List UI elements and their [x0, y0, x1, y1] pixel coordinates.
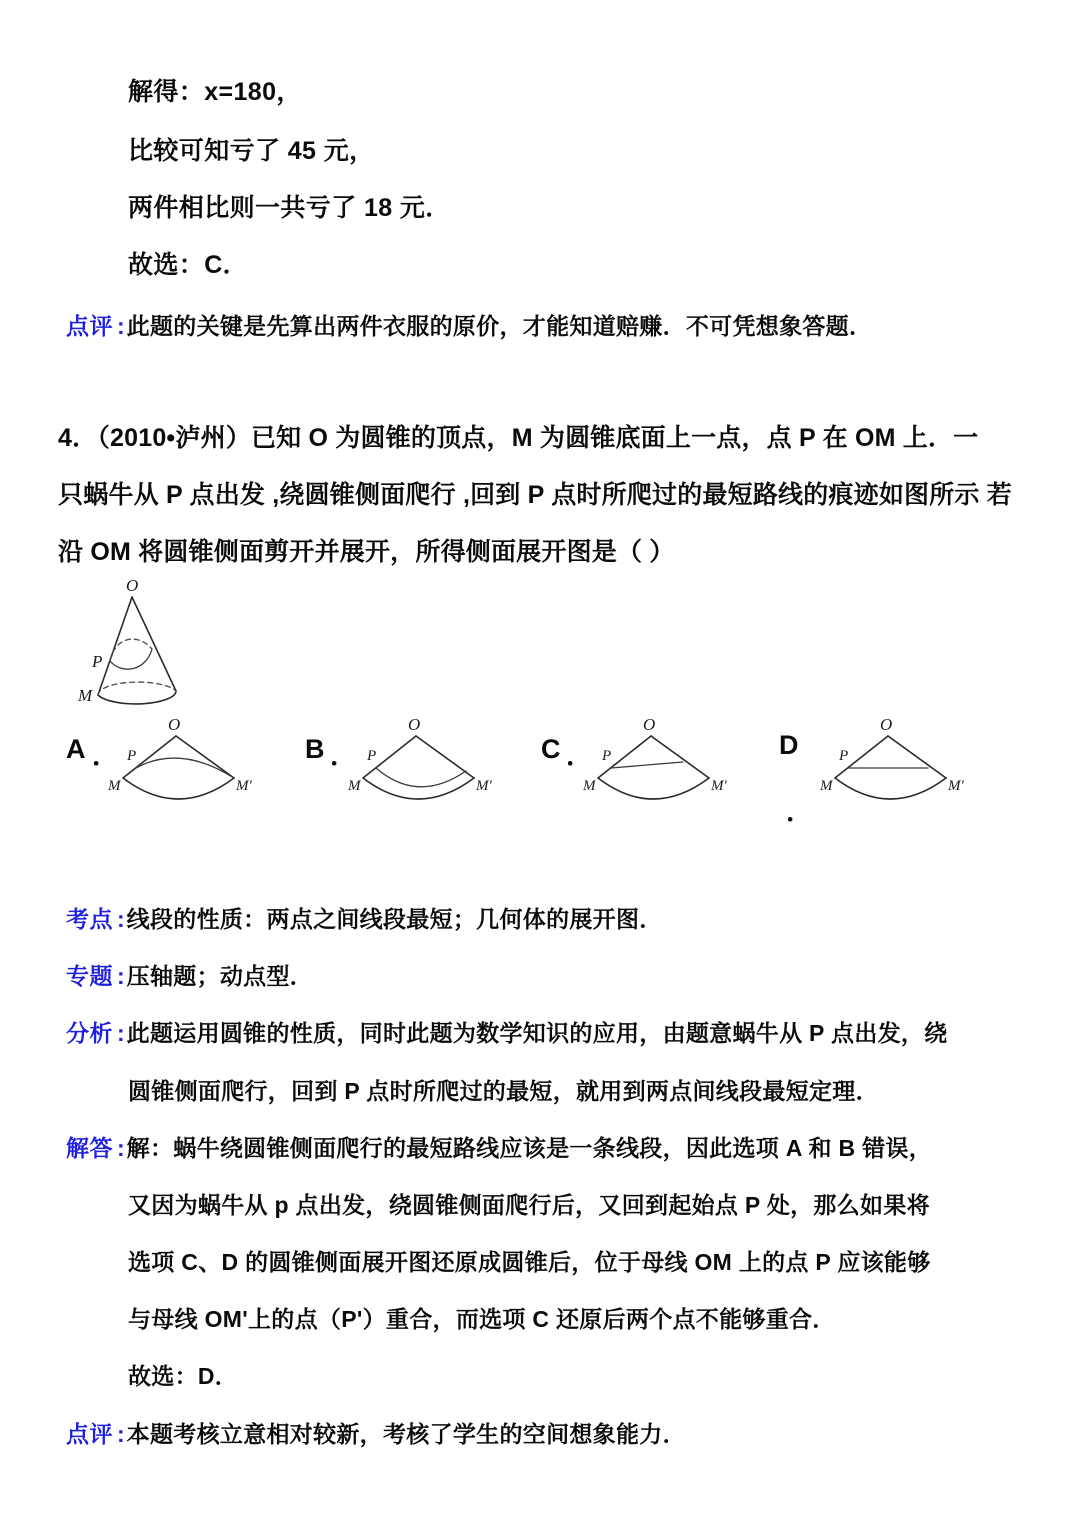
prev-solution-line-1: 解得：x=180，: [128, 78, 302, 106]
jieda-tag-text-line-2: 又因为蜗牛从 p 点出发，绕圆锥侧面爬行后，又回到起始点 P 处，那么如果将: [128, 1192, 930, 1218]
zhuanti-row: [66, 965, 1050, 988]
cone-label-m: M: [78, 686, 93, 705]
option-c-separator: ．: [566, 741, 593, 771]
fenxi-tag-text-line-2: 圆锥侧面爬行，回到 P 点时所爬过的最短，就用到两点间线段最短定理．: [128, 1078, 879, 1104]
prev-comment-row: [66, 315, 1050, 338]
option-b-figure[interactable]: [348, 716, 518, 806]
prev-solution-line-3: 两件相比则一共亏了 18 元．: [128, 194, 451, 222]
fenxi-tag-text-line-1: 此题运用圆锥的性质，同时此题为数学知识的应用，由题意蜗牛从 P 点出发，绕: [126, 1020, 948, 1046]
question-line-2: 只蜗牛从 P 点出发 ,绕圆锥侧面爬行 ,回到 P 点时所爬过的最短路线的痕迹如图所示 若: [58, 481, 1012, 509]
jieda-tag-text-line-4: 与母线 OM'上的点（P'）重合，而选项 C 还原后两个点不能够重合．: [128, 1306, 836, 1332]
option-a-separator: ．: [92, 741, 119, 771]
comment-tag-label: 点评: [66, 313, 113, 339]
option-d-figure[interactable]: [820, 716, 990, 806]
option-c-label-apex: O: [643, 715, 656, 734]
comment-tag-colon: :: [117, 313, 125, 339]
jieda-tag-text-line-3: 选项 C、D 的圆锥侧面展开图还原成圆锥后，位于母线 OM 上的点 P 应该能够: [128, 1249, 931, 1275]
option-a-label-m: M: [108, 778, 121, 794]
question-line-1: 4．（2010•泸州）已知 O 为圆锥的顶点，M 为圆锥底面上一点，点 P 在 OM 上．一: [58, 424, 979, 452]
option-d-separator: ．: [786, 797, 813, 827]
option-d-letter[interactable]: D: [779, 730, 799, 760]
dianping-tag-colon: :: [117, 1421, 125, 1447]
option-d-label-m-prime: M': [948, 778, 964, 794]
question-line-3: 沿 OM 将圆锥侧面剪开并展开，所得侧面展开图是（ ）: [58, 538, 675, 566]
option-b-label-m: M: [348, 778, 361, 794]
zhuanti-tag-text: 压轴题；动点型．: [126, 963, 314, 989]
fenxi-row: [66, 1022, 1050, 1045]
option-a-label-m-prime: M': [236, 778, 252, 794]
jieda-tag-text-line-5: 故选：D．: [128, 1363, 239, 1389]
option-b-letter[interactable]: B: [305, 734, 325, 764]
dianping-tag-text: 本题考核立意相对较新，考核了学生的空间想象能力．: [126, 1421, 686, 1447]
option-d-label-p: P: [839, 748, 849, 764]
kaodian-tag-text: 线段的性质：两点之间线段最短；几何体的展开图．: [126, 906, 663, 932]
option-d-label-apex: O: [880, 715, 893, 734]
dianping-tag-label: 点评: [66, 1421, 113, 1447]
fenxi-tag-label: 分析: [66, 1020, 113, 1046]
jieda-row: [66, 1137, 1050, 1160]
prev-solution-line-4: 故选：C．: [128, 251, 249, 279]
fenxi-tag-colon: :: [117, 1020, 125, 1046]
zhuanti-tag-colon: :: [117, 963, 125, 989]
option-c-label-p: P: [602, 748, 612, 764]
option-c-figure[interactable]: [583, 716, 753, 806]
option-d-label-m: M: [820, 778, 833, 794]
jieda-tag-colon: :: [117, 1135, 125, 1161]
prev-solution-line-2: 比较可知亏了 45 元，: [128, 137, 375, 165]
option-b-label-m-prime: M': [476, 778, 492, 794]
zhuanti-tag-label: 专题: [66, 963, 113, 989]
option-c-label-m: M: [583, 778, 596, 794]
kaodian-row: [66, 908, 1050, 931]
jieda-tag-label: 解答: [66, 1135, 113, 1161]
cone-label-apex: O: [126, 576, 139, 595]
option-a-letter[interactable]: A: [66, 734, 86, 764]
kaodian-tag-colon: :: [117, 906, 125, 932]
option-b-label-p: P: [367, 748, 377, 764]
option-a-label-p: P: [127, 748, 137, 764]
jieda-tag-text-line-1: 解：蜗牛绕圆锥侧面爬行的最短路线应该是一条线段，因此选项 A 和 B 错误，: [126, 1135, 932, 1161]
kaodian-tag-label: 考点: [66, 906, 113, 932]
comment-tag-text: 此题的关键是先算出两件衣服的原价，才能知道赔赚．不可凭想象答题．: [126, 313, 873, 339]
option-b-separator: ．: [330, 741, 357, 771]
cone-label-p: P: [92, 652, 103, 671]
option-c-label-m-prime: M': [711, 778, 727, 794]
dianping-row: [66, 1423, 1050, 1446]
cone-figure: [70, 575, 250, 715]
option-b-label-apex: O: [408, 715, 421, 734]
option-c-letter[interactable]: C: [541, 734, 561, 764]
option-a-figure[interactable]: [108, 716, 278, 806]
option-a-label-apex: O: [168, 715, 181, 734]
